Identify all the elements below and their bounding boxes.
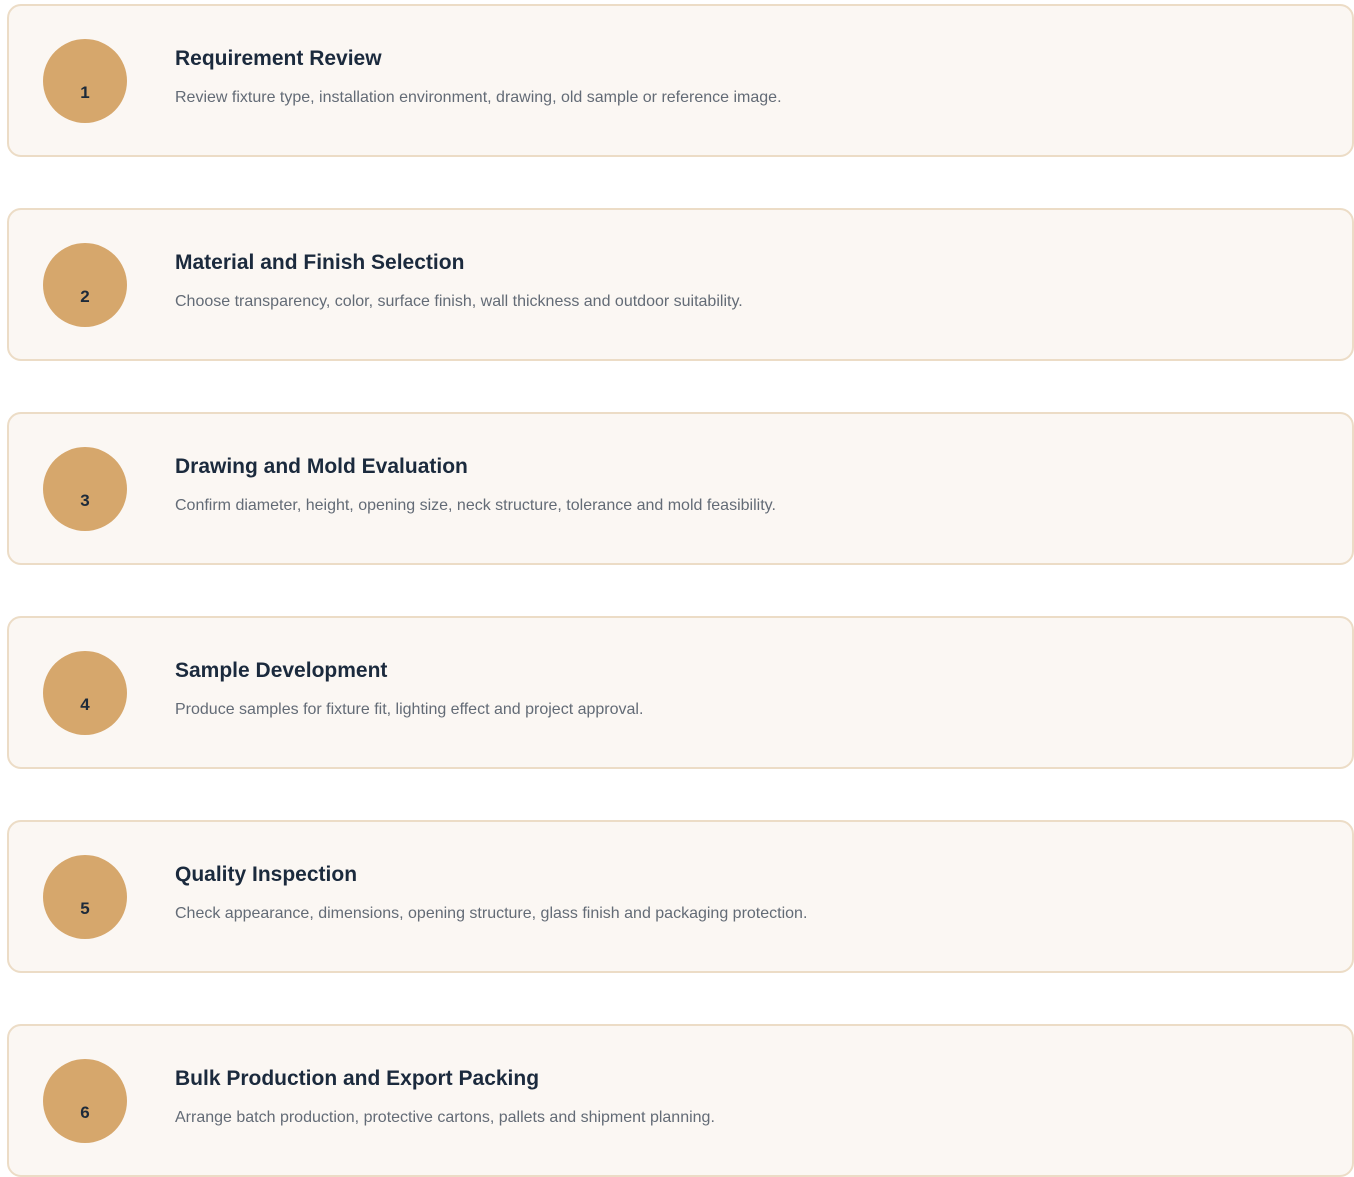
step-number-badge [43,447,127,531]
step-number-badge [43,651,127,735]
step-description: Produce samples for fixture fit, lighting effect and project approval. [175,701,644,718]
step-number: 6 [80,1103,90,1122]
step-card-1 [7,4,1354,157]
step-description: Choose transparency, color, surface finish, wall thickness and outdoor suitability. [175,293,743,310]
step-number-badge [43,39,127,123]
step-number: 2 [80,287,90,306]
step-card-5 [7,820,1354,973]
step-card-4 [7,616,1354,769]
step-description: Arrange batch production, protective cartons, pallets and shipment planning. [175,1109,715,1126]
step-description: Confirm diameter, height, opening size, neck structure, tolerance and mold feasibility. [175,497,776,514]
step-description: Check appearance, dimensions, opening structure, glass finish and packaging protection. [175,905,808,922]
process-steps-list [7,4,1354,1177]
step-title: Material and Finish Selection [175,251,465,274]
step-number: 5 [80,899,90,918]
step-number: 3 [80,491,90,510]
step-card-3 [7,412,1354,565]
step-card-2 [7,208,1354,361]
step-title: Drawing and Mold Evaluation [175,455,468,478]
step-number-badge [43,855,127,939]
step-number: 1 [80,83,90,102]
step-number-badge [43,1059,127,1143]
step-description: Review fixture type, installation environment, drawing, old sample or reference image. [175,89,782,106]
step-title: Requirement Review [175,47,382,70]
step-card-6 [7,1024,1354,1177]
step-title: Sample Development [175,659,388,682]
step-title: Quality Inspection [175,863,358,886]
step-title: Bulk Production and Export Packing [175,1067,540,1090]
step-number: 4 [80,695,90,714]
step-number-badge [43,243,127,327]
